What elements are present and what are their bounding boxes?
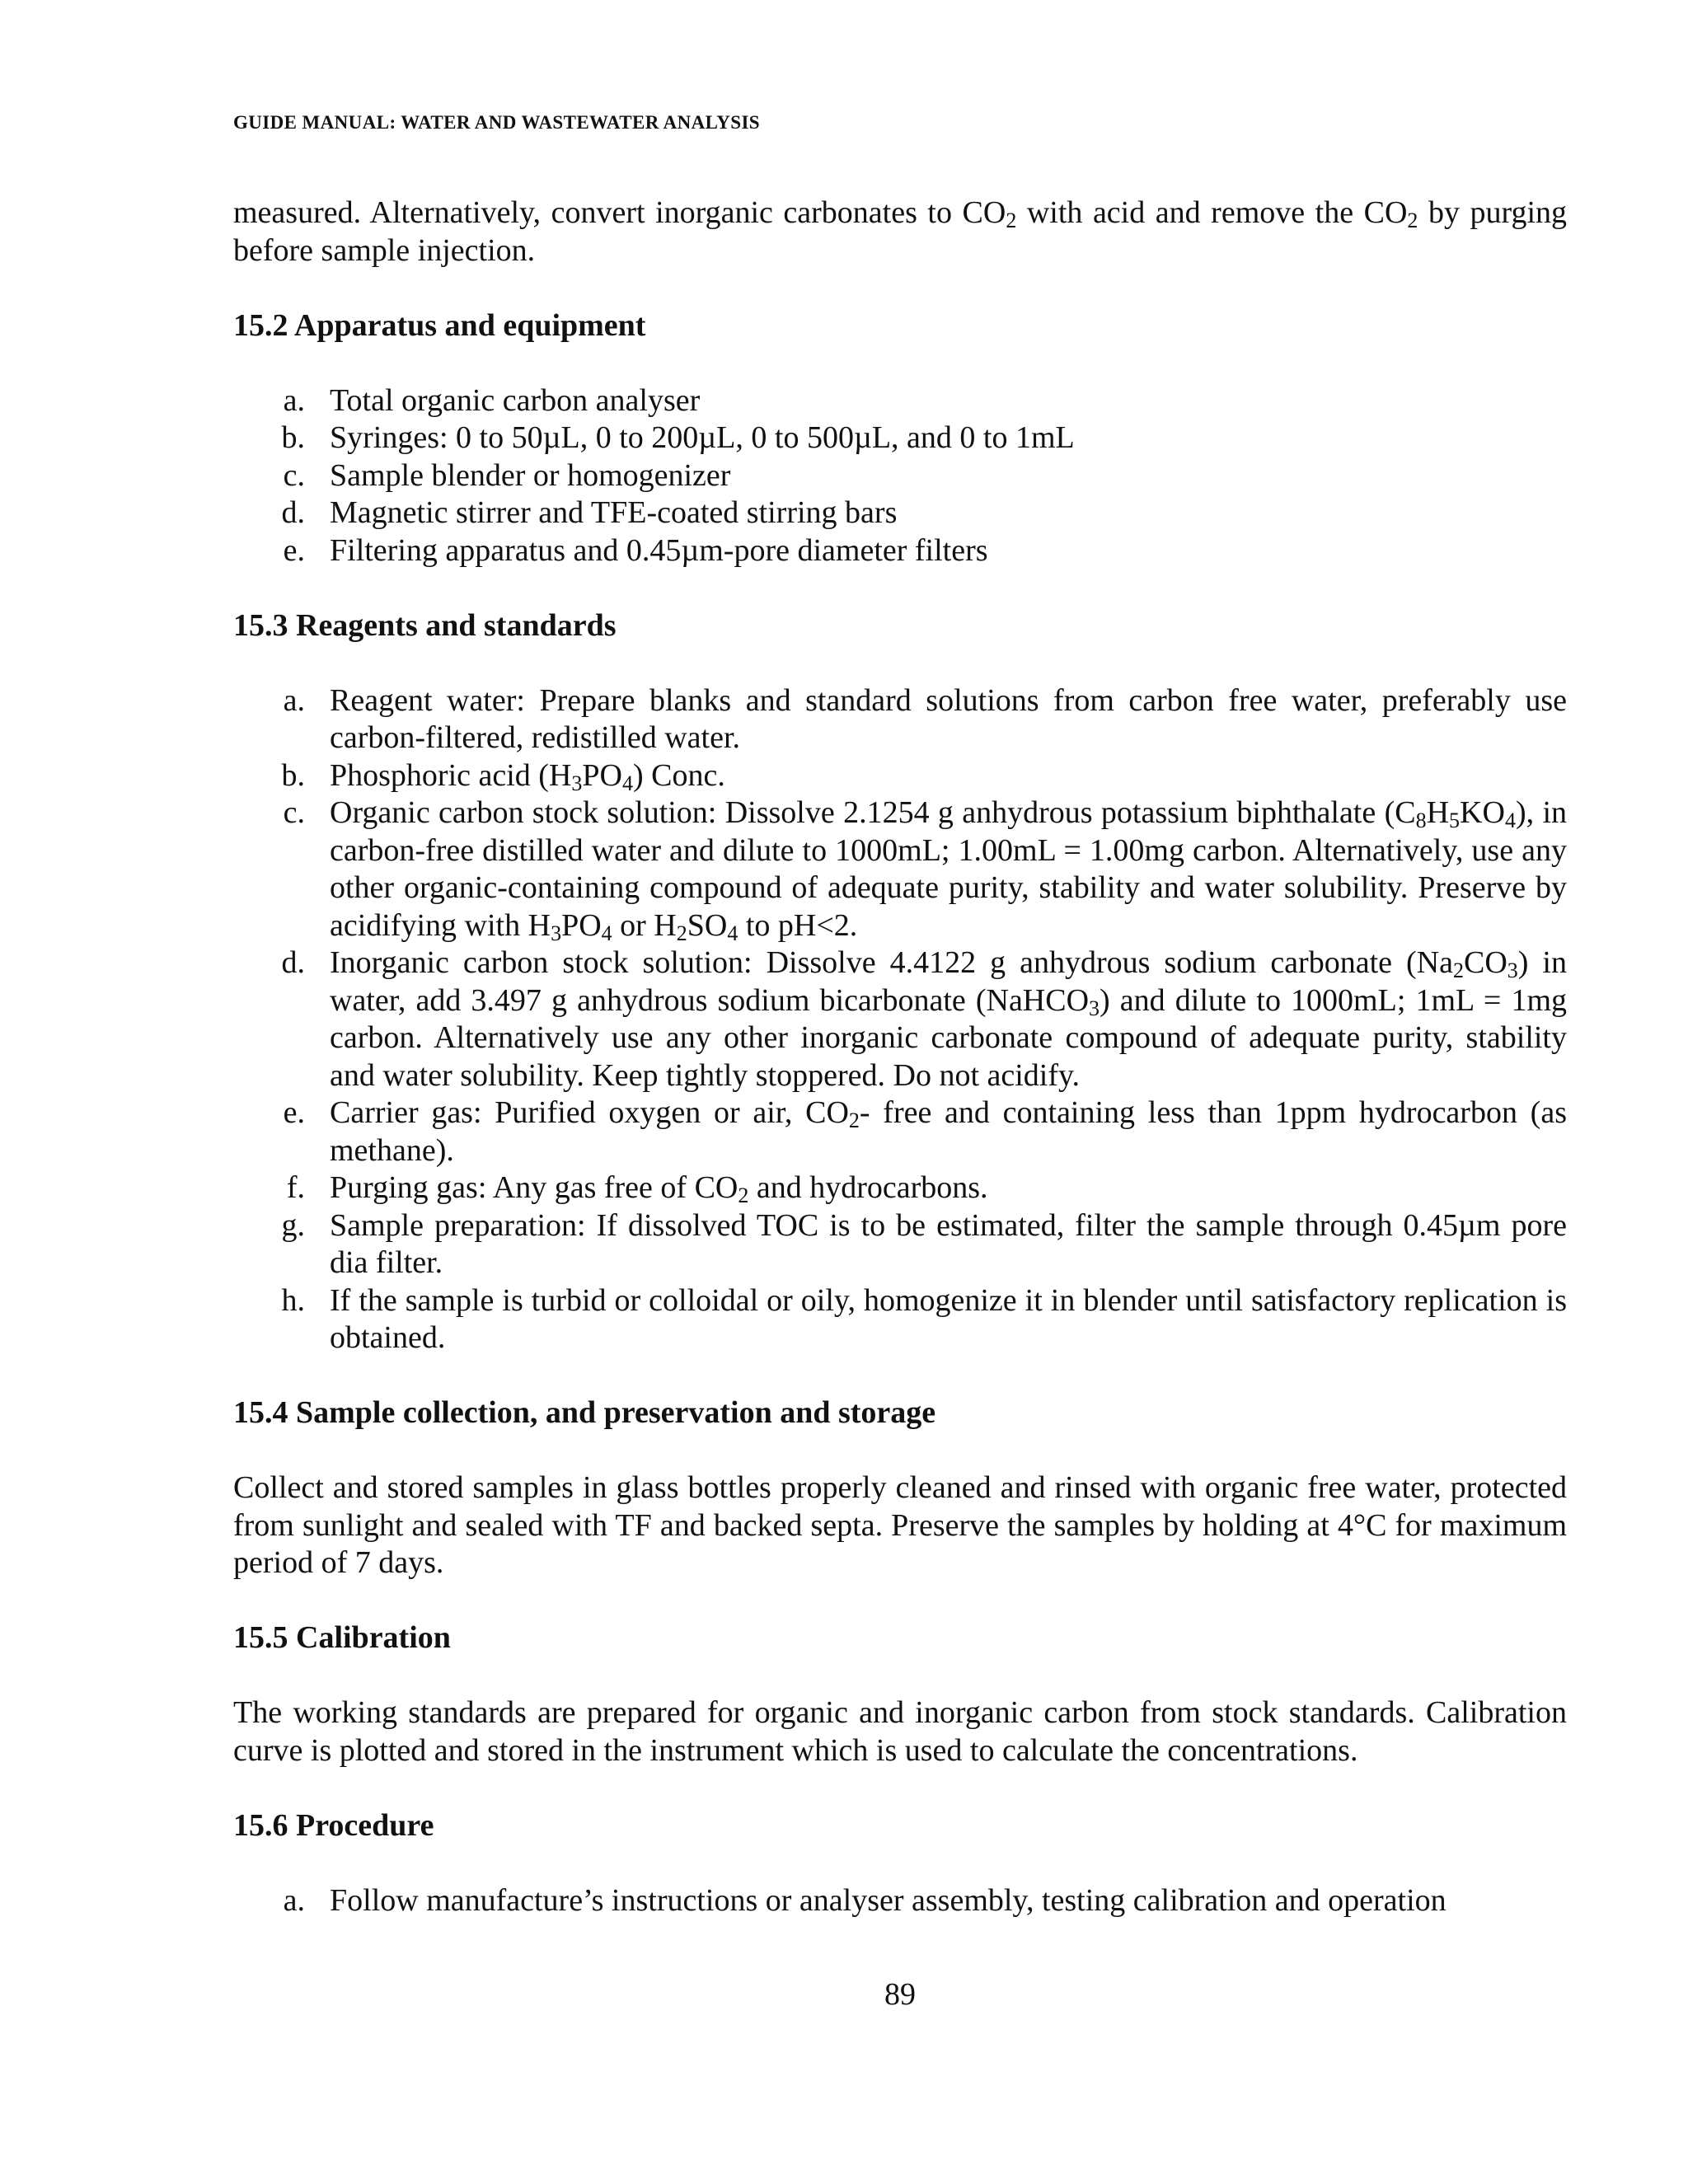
heading-15-6: 15.6 Procedure	[233, 1807, 434, 1843]
running-header: GUIDE MANUAL: WATER AND WASTEWATER ANALYSIS	[233, 112, 760, 133]
intro-text-2: with acid and remove the CO	[1016, 195, 1408, 230]
list-item: a. Follow manufacture’s instructions or analyser assembly, testing calibration and operation	[283, 1882, 1447, 1918]
intro-sub-2: 2	[1407, 209, 1418, 232]
page-number: 89	[884, 1977, 916, 2012]
list-item-organic-stock: c. Organic carbon stock solution: Dissolve 2.1254 g anhydrous potassium biphthalate $(C_8H_5KO_4)$, in carbon-free distilled water and dilute to 1000mL; 1.00mL = 1.00mg carbon. Alternatively, use any other organic-containing compound of adequate purity, stability and water solubility. Preserve by acidifying with $H_3PO_4$ or $H_2SO_4$ to pH<2.	[283, 795, 1568, 945]
list-item-turbid-sample: h. If the sample is turbid or colloidal or oily, homogenize it in blender until satisfactory replication is obtained.	[281, 1282, 1567, 1355]
intro-paragraph	[233, 194, 1567, 269]
list-item-purging-gas: f. Purging gas: Any gas free of $CO_2$ and hydrocarbons.	[286, 1170, 988, 1207]
list-item-reagent-water: a. Reagent water: Prepare blanks and standard solutions from carbon free water, preferably use carbon-filtered, redistilled water.	[283, 682, 1567, 755]
heading-15-2: 15.2 Apparatus and equipment	[233, 307, 646, 343]
list-item-phosphoric-acid: b. Phosphoric acid $(H_3PO_4)$ Conc.	[281, 757, 725, 795]
heading-15-4: 15.4 Sample collection, and preservation and storage	[233, 1395, 936, 1430]
intro-text-3: by purging before sample injection.	[233, 195, 1568, 268]
list-item: d. Magnetic stirrer and TFE-coated stirring bars	[281, 495, 898, 530]
list-item: e. Filtering apparatus and 0.45µm-pore diameter filters	[283, 532, 988, 568]
calibration-paragraph: The working standards are prepared for organic and inorganic carbon from stock standards. Calibration curve is plotted and stored in the instrument which is used to calculate the concentrations.	[233, 1695, 1567, 1768]
apparatus-list	[233, 382, 1567, 570]
procedure-list	[233, 1882, 1567, 1920]
sample-collection-paragraph: Collect and stored samples in glass bottles properly cleaned and rinsed with organic free water, protected from sunlight and sealed with TF and backed septa. Preserve the samples by holding at 4°C for maximum period of 7 days.	[233, 1470, 1567, 1580]
heading-15-5: 15.5 Calibration	[233, 1620, 451, 1655]
document-page	[233, 0, 1567, 2184]
list-item: a. Total organic carbon analyser	[283, 382, 701, 418]
intro-sub-1: 2	[1006, 209, 1017, 232]
list-item-inorganic-stock: d. Inorganic carbon stock solution: Dissolve 4.4122 g anhydrous sodium carbonate $(Na_2CO_3)$ in water, add 3.497 g anhydrous sodium bicarbonate (NaHCO$_3$) and dilute to 1000mL; 1mL = 1mg carbon. Alternatively use any other inorganic carbonate compound of adequate purity, stability and water solubility. Keep tightly stoppered. Do not acidify.	[281, 945, 1568, 1093]
list-item: b. Syringes: 0 to 50µL, 0 to 200µL, 0 to 500µL, and 0 to 1mL	[281, 420, 1075, 455]
intro-text-1: measured. Alternatively, convert inorganic carbonates to CO	[233, 195, 1006, 230]
list-item-sample-preparation: g. Sample preparation: If dissolved TOC is to be estimated, filter the sample through 0.45µm pore dia filter.	[281, 1207, 1567, 1280]
heading-15-3: 15.3 Reagents and standards	[233, 607, 617, 643]
page-content	[233, 194, 1567, 1919]
list-item: c. Sample blender or homogenizer	[283, 457, 731, 493]
reagents-list	[233, 682, 1567, 1357]
list-item-carrier-gas: e. Carrier gas: Purified oxygen or air, $CO_2-$ free and containing less than 1ppm hydrocarbon (as methane).	[283, 1095, 1567, 1168]
